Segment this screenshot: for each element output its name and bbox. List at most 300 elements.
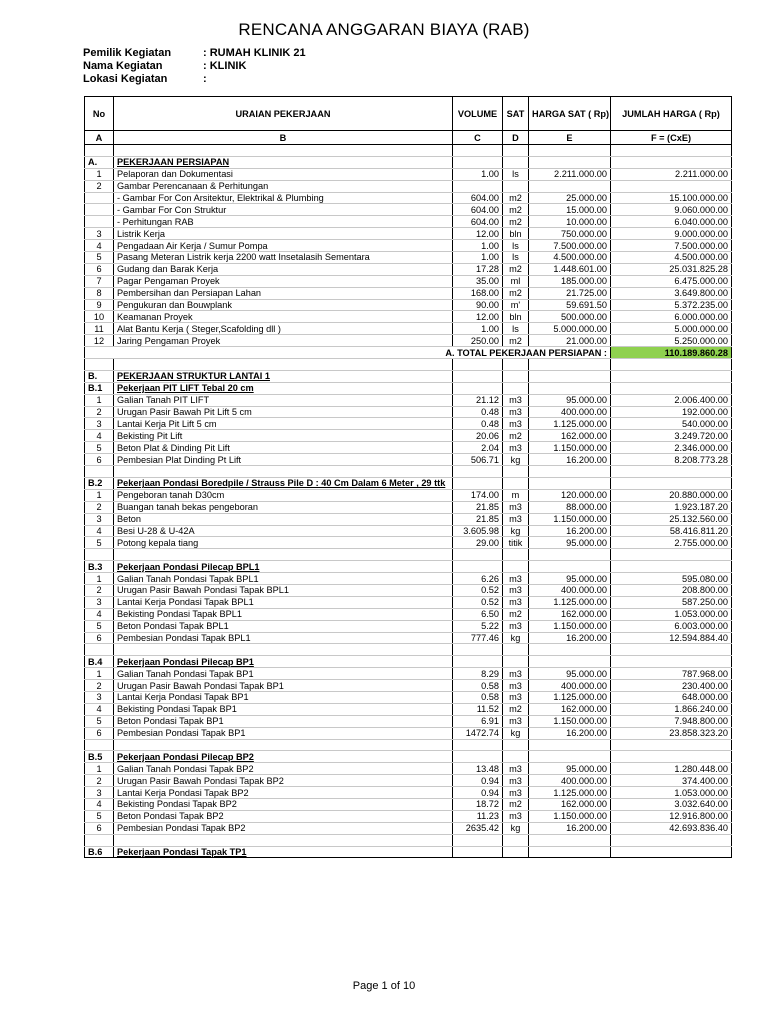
cell-sat: m2 bbox=[503, 703, 529, 715]
cell-sat: m3 bbox=[503, 442, 529, 454]
table-row bbox=[85, 192, 732, 204]
section-row bbox=[85, 846, 732, 858]
cell-harga: 500.000.00 bbox=[529, 311, 611, 323]
table-row bbox=[85, 287, 732, 299]
cell-sat bbox=[503, 477, 529, 489]
cell-jumlah: 787.968.00 bbox=[611, 668, 732, 680]
meta-row-location bbox=[83, 73, 306, 86]
cell-sat bbox=[503, 359, 529, 371]
cell-harga bbox=[529, 466, 611, 478]
section-title: Pekerjaan Pondasi Pilecap BP1 bbox=[114, 656, 453, 668]
cell-volume: 6.50 bbox=[453, 608, 503, 620]
cell-volume: 1.00 bbox=[453, 240, 503, 252]
cell-uraian: Listrik Kerja bbox=[114, 228, 453, 240]
cell-volume bbox=[453, 477, 503, 489]
cell-no: 1 bbox=[85, 573, 114, 585]
cell-jumlah: 23.858.323.20 bbox=[611, 727, 732, 739]
cell-volume bbox=[453, 739, 503, 751]
table-row bbox=[85, 299, 732, 311]
cell-volume: 168.00 bbox=[453, 287, 503, 299]
cell-sat: m3 bbox=[503, 620, 529, 632]
cell-harga: 95.000.00 bbox=[529, 394, 611, 406]
table-row bbox=[85, 168, 732, 180]
cell-harga: 7.500.000.00 bbox=[529, 240, 611, 252]
cell-jumlah: 15.100.000.00 bbox=[611, 192, 732, 204]
cell-no: 6 bbox=[85, 822, 114, 834]
cell-volume bbox=[453, 359, 503, 371]
cell-sat bbox=[503, 382, 529, 394]
cell-harga: 16.200.00 bbox=[529, 632, 611, 644]
table-row bbox=[85, 525, 732, 537]
cell-jumlah: 8.208.773.28 bbox=[611, 454, 732, 466]
cell-jumlah: 1.923.187.20 bbox=[611, 501, 732, 513]
cell-harga bbox=[529, 145, 611, 157]
cell-uraian: Pengeboran tanah D30cm bbox=[114, 489, 453, 501]
cell-volume bbox=[453, 846, 503, 858]
cell-jumlah: 4.500.000.00 bbox=[611, 252, 732, 264]
table-row bbox=[85, 513, 732, 525]
cell-volume: 11.23 bbox=[453, 810, 503, 822]
cell-harga: 4.500.000.00 bbox=[529, 252, 611, 264]
cell-sat: m3 bbox=[503, 596, 529, 608]
cell-uraian: Urugan Pasir Bawah Pit Lift 5 cm bbox=[114, 406, 453, 418]
cell-uraian: Pagar Pengaman Proyek bbox=[114, 275, 453, 287]
cell-no: 11 bbox=[85, 323, 114, 335]
cell-jumlah: 230.400.00 bbox=[611, 680, 732, 692]
cell-jumlah: 1.280.448.00 bbox=[611, 763, 732, 775]
meta-value: : RUMAH KLINIK 21 bbox=[203, 47, 306, 59]
cell-jumlah bbox=[611, 466, 732, 478]
cell-volume bbox=[453, 145, 503, 157]
cell-harga bbox=[529, 834, 611, 846]
cell-volume: 0.48 bbox=[453, 406, 503, 418]
cell-jumlah bbox=[611, 156, 732, 168]
cell-harga bbox=[529, 739, 611, 751]
cell-sat: ls bbox=[503, 323, 529, 335]
cell-harga: 1.150.000.00 bbox=[529, 715, 611, 727]
cell-no bbox=[85, 739, 114, 751]
table-row bbox=[85, 430, 732, 442]
cell-no: 1 bbox=[85, 668, 114, 680]
cell-jumlah: 58.416.811.20 bbox=[611, 525, 732, 537]
cell-volume bbox=[453, 751, 503, 763]
section-title: Pekerjaan Pondasi Tapak TP1 bbox=[114, 846, 453, 858]
cell-volume: 12.00 bbox=[453, 228, 503, 240]
section-no: B.3 bbox=[85, 561, 114, 573]
cell-harga: 95.000.00 bbox=[529, 573, 611, 585]
cell-harga: 120.000.00 bbox=[529, 489, 611, 501]
table-row bbox=[85, 394, 732, 406]
cell-sat: ls bbox=[503, 240, 529, 252]
cell-jumlah: 12.916.800.00 bbox=[611, 810, 732, 822]
cell-sat: bln bbox=[503, 228, 529, 240]
section-row bbox=[85, 751, 732, 763]
cell-sat bbox=[503, 145, 529, 157]
cell-uraian: Bekisting Pondasi Tapak BP1 bbox=[114, 703, 453, 715]
table-row bbox=[85, 584, 732, 596]
section-row bbox=[85, 656, 732, 668]
cell-uraian: - Gambar For Con Struktur bbox=[114, 204, 453, 216]
cell-uraian: Bekisting Pondasi Tapak BP2 bbox=[114, 798, 453, 810]
cell-sat: kg bbox=[503, 632, 529, 644]
cell-no: 3 bbox=[85, 596, 114, 608]
cell-harga: 21.000.00 bbox=[529, 335, 611, 347]
cell-sat: m3 bbox=[503, 787, 529, 799]
section-no: B.6 bbox=[85, 846, 114, 858]
table-row bbox=[85, 573, 732, 585]
cell-sat: m3 bbox=[503, 691, 529, 703]
cell-sat: ml bbox=[503, 275, 529, 287]
cell-volume: 17.28 bbox=[453, 263, 503, 275]
cell-harga: 162.000.00 bbox=[529, 608, 611, 620]
cell-jumlah: 9.060.000.00 bbox=[611, 204, 732, 216]
cell-sat: m3 bbox=[503, 680, 529, 692]
cell-jumlah: 3.249.720.00 bbox=[611, 430, 732, 442]
table-row bbox=[85, 632, 732, 644]
cell-sat: bln bbox=[503, 311, 529, 323]
cell-sat: m3 bbox=[503, 668, 529, 680]
cell-volume: 604.00 bbox=[453, 204, 503, 216]
cell-sat: titik bbox=[503, 537, 529, 549]
cell-harga bbox=[529, 370, 611, 382]
cell-no: 7 bbox=[85, 275, 114, 287]
cell-volume: 6.91 bbox=[453, 715, 503, 727]
cell-volume: 174.00 bbox=[453, 489, 503, 501]
cell-no: 4 bbox=[85, 430, 114, 442]
cell-volume: 18.72 bbox=[453, 798, 503, 810]
cell-harga bbox=[529, 359, 611, 371]
cell-sat: m2 bbox=[503, 192, 529, 204]
cell-sat: m2 bbox=[503, 608, 529, 620]
cell-jumlah bbox=[611, 656, 732, 668]
cell-uraian: Urugan Pasir Bawah Pondasi Tapak BP2 bbox=[114, 775, 453, 787]
cell-harga bbox=[529, 751, 611, 763]
cell-sat: m3 bbox=[503, 584, 529, 596]
cell-no: 1 bbox=[85, 394, 114, 406]
cell-jumlah: 374.400.00 bbox=[611, 775, 732, 787]
cell-harga: 59.691.50 bbox=[529, 299, 611, 311]
cell-uraian: Jaring Pengaman Proyek bbox=[114, 335, 453, 347]
cell-jumlah: 5.000.000.00 bbox=[611, 323, 732, 335]
section-no: B.5 bbox=[85, 751, 114, 763]
cell-sat: m bbox=[503, 489, 529, 501]
meta-row-activity bbox=[83, 60, 306, 73]
cell-sat: m2 bbox=[503, 216, 529, 228]
cell-volume bbox=[453, 644, 503, 656]
blank-row bbox=[85, 145, 732, 157]
cell-uraian: Lantai Kerja Pondasi Tapak BP1 bbox=[114, 691, 453, 703]
cell-no: 5 bbox=[85, 252, 114, 264]
cell-no: 5 bbox=[85, 442, 114, 454]
cell-harga: 750.000.00 bbox=[529, 228, 611, 240]
cell-uraian: Lantai Kerja Pit Lift 5 cm bbox=[114, 418, 453, 430]
cell-jumlah: 3.032.640.00 bbox=[611, 798, 732, 810]
cell-sat: m3 bbox=[503, 573, 529, 585]
cell-jumlah: 2.006.400.00 bbox=[611, 394, 732, 406]
cell-volume bbox=[453, 156, 503, 168]
table-row bbox=[85, 703, 732, 715]
cell-uraian: Pembesian Pondasi Tapak BP1 bbox=[114, 727, 453, 739]
cell-jumlah bbox=[611, 145, 732, 157]
cell-volume bbox=[453, 466, 503, 478]
header-harga-sat: HARGA SAT ( Rp) bbox=[529, 97, 611, 131]
cell-uraian: Bekisting Pondasi Tapak BPL1 bbox=[114, 608, 453, 620]
cell-harga bbox=[529, 561, 611, 573]
cell-uraian bbox=[114, 145, 453, 157]
cell-sat bbox=[503, 466, 529, 478]
cell-uraian: Beton Pondasi Tapak BPL1 bbox=[114, 620, 453, 632]
cell-harga: 162.000.00 bbox=[529, 430, 611, 442]
blank-row bbox=[85, 549, 732, 561]
cell-uraian: - Perhitungan RAB bbox=[114, 216, 453, 228]
cell-sat: m2 bbox=[503, 287, 529, 299]
section-title: Pekerjaan Pondasi Pilecap BP2 bbox=[114, 751, 453, 763]
table-row bbox=[85, 501, 732, 513]
letter-b: B bbox=[114, 131, 453, 145]
cell-no: 5 bbox=[85, 810, 114, 822]
cell-no: 6 bbox=[85, 263, 114, 275]
cell-jumlah: 20.880.000.00 bbox=[611, 489, 732, 501]
blank-row bbox=[85, 644, 732, 656]
cell-no: 2 bbox=[85, 775, 114, 787]
cell-jumlah bbox=[611, 477, 732, 489]
cell-jumlah bbox=[611, 561, 732, 573]
cell-uraian: Pengukuran dan Bouwplank bbox=[114, 299, 453, 311]
cell-no: 4 bbox=[85, 525, 114, 537]
cell-volume: 21.12 bbox=[453, 394, 503, 406]
cell-jumlah: 42.693.836.40 bbox=[611, 822, 732, 834]
cell-no: 1 bbox=[85, 489, 114, 501]
cell-volume bbox=[453, 561, 503, 573]
cell-volume: 2635.42 bbox=[453, 822, 503, 834]
cell-uraian: Pembesian Pondasi Tapak BP2 bbox=[114, 822, 453, 834]
cell-sat: m2 bbox=[503, 204, 529, 216]
cell-volume: 6.26 bbox=[453, 573, 503, 585]
cell-uraian: Pembesian Pondasi Tapak BPL1 bbox=[114, 632, 453, 644]
header-uraian: URAIAN PEKERJAAN bbox=[114, 97, 453, 131]
table-header bbox=[85, 97, 732, 131]
cell-sat: m3 bbox=[503, 775, 529, 787]
table-row bbox=[85, 406, 732, 418]
cell-harga: 1.448.601.00 bbox=[529, 263, 611, 275]
cell-jumlah: 595.080.00 bbox=[611, 573, 732, 585]
table-row bbox=[85, 775, 732, 787]
cell-harga: 1.125.000.00 bbox=[529, 787, 611, 799]
cell-volume: 1472.74 bbox=[453, 727, 503, 739]
cell-volume bbox=[453, 382, 503, 394]
cell-sat: kg bbox=[503, 822, 529, 834]
cell-sat: ls bbox=[503, 168, 529, 180]
blank-row bbox=[85, 359, 732, 371]
cell-jumlah bbox=[611, 739, 732, 751]
cell-jumlah: 587.250.00 bbox=[611, 596, 732, 608]
cell-harga: 95.000.00 bbox=[529, 668, 611, 680]
cell-no: 5 bbox=[85, 620, 114, 632]
meta-value: : KLINIK bbox=[203, 60, 247, 72]
cell-sat bbox=[503, 751, 529, 763]
cell-sat bbox=[503, 156, 529, 168]
letter-c: C bbox=[453, 131, 503, 145]
cell-no bbox=[85, 204, 114, 216]
cell-harga bbox=[529, 382, 611, 394]
cell-uraian: Lantai Kerja Pondasi Tapak BP2 bbox=[114, 787, 453, 799]
cell-jumlah bbox=[611, 751, 732, 763]
cell-harga: 1.125.000.00 bbox=[529, 691, 611, 703]
cell-volume: 35.00 bbox=[453, 275, 503, 287]
cell-jumlah: 5.372.235.00 bbox=[611, 299, 732, 311]
cell-uraian bbox=[114, 549, 453, 561]
cell-uraian: - Gambar For Con Arsitektur, Elektrikal & Plumbing bbox=[114, 192, 453, 204]
section-no: B.4 bbox=[85, 656, 114, 668]
cell-volume: 1.00 bbox=[453, 168, 503, 180]
cell-uraian: Urugan Pasir Bawah Pondasi Tapak BP1 bbox=[114, 680, 453, 692]
total-row bbox=[85, 347, 732, 359]
cell-uraian: Gambar Perencanaan & Perhitungan bbox=[114, 180, 453, 192]
cell-no: 4 bbox=[85, 608, 114, 620]
cell-jumlah: 192.000.00 bbox=[611, 406, 732, 418]
cell-jumlah: 6.000.000.00 bbox=[611, 311, 732, 323]
table-row bbox=[85, 311, 732, 323]
table-row bbox=[85, 275, 732, 287]
cell-uraian: Beton bbox=[114, 513, 453, 525]
cell-sat bbox=[503, 549, 529, 561]
meta-value: : bbox=[203, 73, 207, 85]
cell-uraian: Pembesian Plat Dinding Pt Lift bbox=[114, 454, 453, 466]
cell-no: 2 bbox=[85, 180, 114, 192]
cell-jumlah bbox=[611, 644, 732, 656]
cell-harga: 21.725.00 bbox=[529, 287, 611, 299]
cell-harga: 10.000.00 bbox=[529, 216, 611, 228]
cell-jumlah: 2.755.000.00 bbox=[611, 537, 732, 549]
cell-volume: 0.94 bbox=[453, 787, 503, 799]
cell-no: 4 bbox=[85, 703, 114, 715]
table-row bbox=[85, 489, 732, 501]
cell-sat: m2 bbox=[503, 798, 529, 810]
cell-uraian: Pelaporan dan Dokumentasi bbox=[114, 168, 453, 180]
cell-harga: 400.000.00 bbox=[529, 680, 611, 692]
cell-harga bbox=[529, 156, 611, 168]
table-body bbox=[85, 145, 732, 858]
cell-harga: 1.150.000.00 bbox=[529, 513, 611, 525]
section-row bbox=[85, 477, 732, 489]
table-row bbox=[85, 263, 732, 275]
cell-harga: 88.000.00 bbox=[529, 501, 611, 513]
cell-volume: 29.00 bbox=[453, 537, 503, 549]
cell-uraian: Bekisting Pit Lift bbox=[114, 430, 453, 442]
cell-jumlah: 6.475.000.00 bbox=[611, 275, 732, 287]
cell-volume: 777.46 bbox=[453, 632, 503, 644]
cell-no: 3 bbox=[85, 787, 114, 799]
cell-no: 5 bbox=[85, 537, 114, 549]
cell-uraian bbox=[114, 359, 453, 371]
cell-sat: kg bbox=[503, 525, 529, 537]
section-no: B.1 bbox=[85, 382, 114, 394]
cell-volume: 12.00 bbox=[453, 311, 503, 323]
cell-no: 3 bbox=[85, 513, 114, 525]
cell-jumlah bbox=[611, 549, 732, 561]
cell-volume: 1.00 bbox=[453, 252, 503, 264]
table-row bbox=[85, 442, 732, 454]
table-row bbox=[85, 418, 732, 430]
cell-volume: 506.71 bbox=[453, 454, 503, 466]
table-row bbox=[85, 335, 732, 347]
header-jumlah-harga: JUMLAH HARGA ( Rp) bbox=[611, 97, 732, 131]
cell-harga: 5.000.000.00 bbox=[529, 323, 611, 335]
cell-uraian: Pembersihan dan Persiapan Lahan bbox=[114, 287, 453, 299]
header-volume: VOLUME bbox=[453, 97, 503, 131]
blank-row bbox=[85, 466, 732, 478]
table-row bbox=[85, 596, 732, 608]
cell-no: 2 bbox=[85, 501, 114, 513]
blank-row bbox=[85, 834, 732, 846]
cell-harga: 1.150.000.00 bbox=[529, 810, 611, 822]
section-row bbox=[85, 382, 732, 394]
cell-volume: 0.48 bbox=[453, 418, 503, 430]
cell-uraian bbox=[114, 644, 453, 656]
cell-sat: m' bbox=[503, 299, 529, 311]
cell-volume: 21.85 bbox=[453, 501, 503, 513]
cell-no bbox=[85, 192, 114, 204]
cell-uraian: Lantai Kerja Pondasi Tapak BPL1 bbox=[114, 596, 453, 608]
cell-sat: m3 bbox=[503, 501, 529, 513]
letter-d: D bbox=[503, 131, 529, 145]
cell-jumlah: 2.211.000.00 bbox=[611, 168, 732, 180]
section-title: PEKERJAAN PERSIAPAN bbox=[114, 156, 453, 168]
letter-f: F = (CxE) bbox=[611, 131, 732, 145]
cell-volume: 2.04 bbox=[453, 442, 503, 454]
section-row bbox=[85, 561, 732, 573]
cell-volume: 0.52 bbox=[453, 584, 503, 596]
cell-harga bbox=[529, 549, 611, 561]
cell-uraian: Galian Tanah Pondasi Tapak BP1 bbox=[114, 668, 453, 680]
cell-sat: m2 bbox=[503, 335, 529, 347]
cell-uraian: Potong kepala tiang bbox=[114, 537, 453, 549]
cell-sat: m3 bbox=[503, 394, 529, 406]
cell-sat bbox=[503, 370, 529, 382]
cell-jumlah: 648.000.00 bbox=[611, 691, 732, 703]
section-no: A. bbox=[85, 156, 114, 168]
cell-volume bbox=[453, 549, 503, 561]
meta-label: Nama Kegiatan bbox=[83, 60, 163, 72]
cell-volume: 11.52 bbox=[453, 703, 503, 715]
cell-harga: 1.150.000.00 bbox=[529, 442, 611, 454]
cell-harga bbox=[529, 644, 611, 656]
cell-sat: kg bbox=[503, 454, 529, 466]
cell-harga bbox=[529, 846, 611, 858]
cell-sat: m3 bbox=[503, 715, 529, 727]
cell-jumlah: 1.866.240.00 bbox=[611, 703, 732, 715]
cell-harga: 1.150.000.00 bbox=[529, 620, 611, 632]
cell-uraian: Besi U-28 & U-42A bbox=[114, 525, 453, 537]
cell-jumlah bbox=[611, 846, 732, 858]
cell-jumlah: 7.500.000.00 bbox=[611, 240, 732, 252]
cell-harga bbox=[529, 477, 611, 489]
cell-no: 3 bbox=[85, 418, 114, 430]
cell-jumlah: 12.594.884.40 bbox=[611, 632, 732, 644]
letter-a: A bbox=[85, 131, 114, 145]
cell-jumlah: 1.053.000.00 bbox=[611, 608, 732, 620]
cell-harga: 16.200.00 bbox=[529, 525, 611, 537]
cell-volume bbox=[453, 834, 503, 846]
cell-volume bbox=[453, 180, 503, 192]
cell-no: 10 bbox=[85, 311, 114, 323]
cell-volume: 1.00 bbox=[453, 323, 503, 335]
total-label: A. TOTAL PEKERJAAN PERSIAPAN : bbox=[85, 347, 611, 359]
header-sat: SAT bbox=[503, 97, 529, 131]
cell-volume: 0.58 bbox=[453, 691, 503, 703]
cell-sat bbox=[503, 656, 529, 668]
cell-volume: 604.00 bbox=[453, 192, 503, 204]
